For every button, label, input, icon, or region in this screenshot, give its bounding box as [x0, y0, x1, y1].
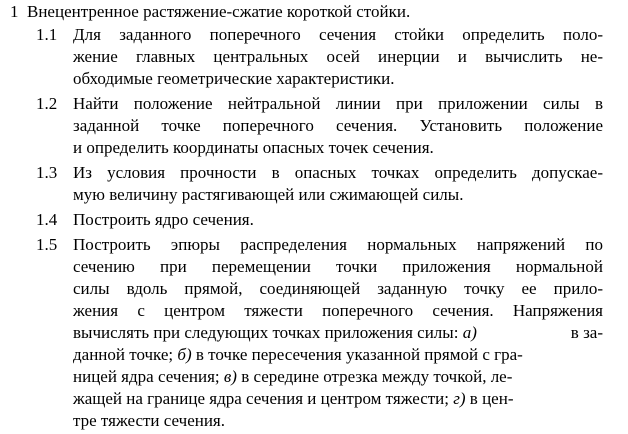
item-1-1-line-3: обходимые геометрические характеристики.	[73, 69, 395, 88]
point-c-marker: в)	[223, 367, 237, 386]
item-1-5-line-1: Построить эпюры распределения нормальных напряжений по	[73, 235, 603, 254]
item-1-2-line-1: Найти положение нейтральной линии при приложении силы в	[73, 94, 603, 113]
item-1-5-line-2: сечению при перемещении точки приложения нормальной	[73, 257, 603, 276]
item-1-1-line-1: Для заданного поперечного сечения стойки определить поло-	[73, 25, 603, 44]
line-7-text: ницей ядра сечения;	[73, 367, 224, 386]
line-6-text: данной точке;	[73, 345, 178, 364]
point-a-marker: а)	[462, 323, 477, 342]
item-1-5-line-8	[73, 388, 603, 410]
item-1-3-line-1: Из условия прочности в опасных точках определить допускае-	[73, 163, 603, 182]
line-7-tail: в середине отрезка между точкой, ле-	[236, 367, 513, 386]
item-number-1-1: 1.1	[36, 25, 58, 44]
section-number: 1	[10, 2, 19, 21]
item-number-1-5: 1.5	[36, 235, 58, 254]
item-1-4-line-1: Построить ядро сечения.	[73, 210, 254, 229]
item-1-5-line-6	[73, 344, 603, 366]
line-5-tail: в за-	[570, 323, 603, 342]
item-1-5-line-9: тре тяжести сечения.	[73, 411, 226, 430]
item-1-2-line-3: и определить координаты опасных точек сечения.	[73, 138, 434, 157]
section-title: Внецентренное растяжение-сжатие короткой стойки.	[27, 2, 411, 21]
line-8-text: жащей на границе ядра сечения и центром тяжести;	[73, 389, 454, 408]
line-8-tail: в цен-	[465, 389, 514, 408]
point-d-marker: г)	[453, 389, 466, 408]
item-1-2-line-2: заданной точке поперечного сечения. Установить положение	[73, 116, 603, 135]
item-number-1-3: 1.3	[36, 163, 58, 182]
item-1-5-line-4: жения с центром тяжести поперечного сечения. Напряжения	[73, 301, 603, 320]
line-5-text: вычислять при следующих точках приложения силы:	[73, 323, 463, 342]
section-heading	[10, 1, 410, 23]
line-6-tail: в точке пересечения указанной прямой с гра-	[191, 345, 523, 364]
item-number-1-4: 1.4	[36, 210, 58, 229]
item-1-3-line-2: мую величину растягивающей или сжимающей силы.	[73, 185, 464, 204]
point-b-marker: б)	[177, 345, 192, 364]
item-1-5-line-7	[73, 366, 603, 388]
item-number-1-2: 1.2	[36, 94, 58, 113]
item-1-5-line-5	[73, 322, 603, 344]
item-1-1-line-2: жение главных центральных осей инерции и вычислить не-	[73, 47, 603, 66]
item-1-5-line-3: силы вдоль прямой, соединяющей заданную точку ее прило-	[73, 279, 603, 298]
